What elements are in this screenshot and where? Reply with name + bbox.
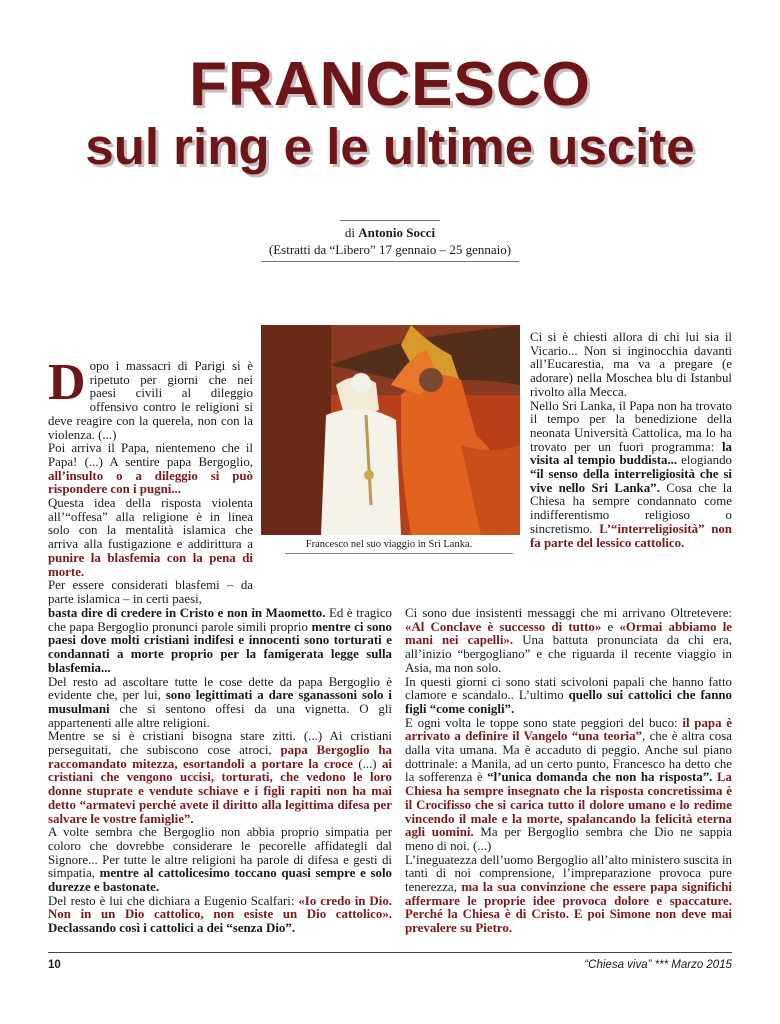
text: che si sentono offesi da una vignetta. O gli appartenenti alle altre religioni. — [48, 701, 392, 730]
text: Cosa che la Chiesa ha sempre condannato come indifferentismo religioso o sincretismo. — [530, 480, 732, 536]
paragraph — [48, 442, 253, 497]
bold-text: “l’unica domanda che non ha risposta”. — [487, 770, 713, 785]
text: Nello Sri Lanka, il Papa non ha trovato il tempo per la benedizione della neonata Università Cattolica, ma lo ha trovato per un fuori programma: — [530, 398, 732, 454]
text: Questa idea della risposta violenta all’“offesa” alla religione è in linea solo con la mentalità islamica che arriva alla fustigazione e addirittura a — [48, 496, 253, 552]
left-column-bottom — [48, 607, 392, 936]
text: elogiando — [677, 453, 732, 468]
byline-rule-top — [340, 220, 440, 221]
paragraph — [405, 854, 732, 936]
text: Ma per Bergoglio sembra che Dio ne sappia meno di noi. (...) — [405, 825, 732, 853]
text: Ci si è chiesti allora di chi lui sia il Vicario... Non si inginocchia davanti all’Eucarestia, ma va a pregare (e adorare) nella Moschea blu di Istanbul rivolto alla Mecca. — [530, 330, 732, 399]
bold-text: Declassando così i cattolici a dei “senza Dio”. — [48, 921, 296, 936]
text: , che è altra cosa dalla vita umana. Ma è accaduto di peggio. Anche sul piano dottrinale: a Manila, ad un certo punto, Francesco ha detto che la sofferenza è — [405, 729, 732, 785]
byline — [260, 220, 520, 262]
highlight-text: ai cristiani che vengono uccisi, torturati, che vedono le loro donne stuprate e vendute schiave e i figli rapiti non ha mai detto “armatevi perché avete il diritto alla legittima difesa per salvare le vostre famiglie”. — [48, 756, 393, 826]
text: A volte sembra che Bergoglio non abbia proprio simpatia per coloro che dovrebbe considerare le pecorelle affidategli dal Signore... Per tutte le altre religioni ha parole di difesa e gesti di simpatia, — [48, 825, 392, 881]
highlight-text: «Ormai abbiamo le mani nei capelli». — [405, 619, 733, 648]
paragraph — [48, 607, 392, 676]
paragraph — [48, 497, 253, 579]
bold-text: mentre ci sono paesi dove molti cristiani indifesi e innocenti sono torturati e condannati a morte proprio per la famigerata legge sulla blasfemia... — [48, 619, 392, 675]
source-line: (Estratti da “Libero” 17 gennaio – 25 gennaio) — [268, 242, 512, 257]
author-name: Antonio Socci — [358, 225, 436, 240]
paragraph — [405, 717, 732, 854]
article-photo — [261, 325, 520, 535]
paragraph — [530, 331, 732, 400]
highlight-text: «Io credo in Dio. Non in un Dio cattolico, non esiste un Dio cattolico». — [48, 893, 392, 922]
text: Del resto è lui che dichiara a Eugenio Scalfari: — [48, 893, 299, 908]
bold-text: quello sui cattolici che fanno figli “come conigli”. — [405, 688, 732, 716]
text: Del resto ad ascoltare tutte le cose dette da papa Bergoglio è evidente che, per lui, — [48, 674, 392, 703]
author-line — [260, 224, 520, 241]
paragraph — [48, 826, 392, 895]
paragraph — [48, 730, 392, 826]
bold-text: sono legittimati a dare sganassoni solo i musulmani — [48, 688, 392, 716]
paragraph — [48, 676, 392, 731]
text: Poi arriva il Papa, nientemeno che il Papa! (...) A sentire papa Bergoglio, — [48, 441, 253, 469]
caption-rule — [285, 553, 513, 554]
highlight-text: papa Bergoglio ha raccomandato mitezza, esortandoli a portare la croce — [48, 743, 392, 771]
page-number: 10 — [48, 959, 61, 971]
bold-text: basta dire di credere in Cristo e non in Maometto. — [48, 606, 326, 620]
footer-rule — [48, 952, 732, 953]
highlight-text: «Al Conclave è successo di tutto» — [405, 619, 602, 634]
pope-sri-lanka-photo — [261, 325, 520, 535]
paragraph — [48, 354, 253, 442]
paragraph — [48, 895, 392, 936]
bold-text: “il senso della interreligiosità che si vive nello Sri Lanka”. — [530, 467, 732, 495]
highlight-text: La Chiesa ha sempre insegnato che la risposta concretissima è il Crocifisso che si carica tutto il dolore umano e lo redime vincendo il male e la morte, spalancando la felicità eterna agli uomini. — [405, 770, 732, 840]
paragraph — [48, 579, 253, 606]
author-prefix: di — [344, 225, 359, 240]
text: Una battuta pronunciata da chi era, all’inizio “bergogliano” e che riguarda il recente viaggio in Asia, ma non solo. — [405, 633, 732, 675]
text: Ed è tragico che papa Bergoglio pronunci parole simili proprio — [48, 606, 392, 634]
text: In questi giorni ci sono stati scivoloni papali che hanno fatto clamore e scandalo.. L’ultimo — [405, 674, 732, 703]
paragraph — [530, 400, 732, 551]
text: Mentre se si è cristiani bisogna stare zitti. (...) Ai cristiani perseguitati, che subiscono cose atroci, — [48, 729, 392, 758]
text: Per essere considerati blasfemi – da parte islamica – in certi paesi, — [48, 578, 253, 606]
right-column-bottom — [405, 607, 732, 936]
article-title: FRANCESCO — [189, 50, 591, 119]
publication-info: “Chiesa viva” *** Marzo 2015 — [584, 959, 732, 971]
byline-rule-bottom — [261, 261, 519, 262]
text: (...) — [352, 756, 382, 771]
highlight-text: il papa è arrivato a definire il Vangelo “una teoria” — [405, 715, 732, 744]
bold-text: la visita al tempio buddista... — [530, 439, 732, 468]
article-subtitle: sul ring e le ultime uscite — [85, 118, 695, 175]
drop-cap: D — [48, 354, 86, 411]
text: L’ineguatezza dell’uomo Bergoglio all’alto ministero suscita in tanti di noi comprensione, l’impreparazione provoca pure tenerezza, — [405, 852, 732, 895]
text: e — [601, 619, 620, 634]
right-column-top — [530, 331, 732, 550]
paragraph — [405, 607, 732, 676]
bold-text: mentre al cattolicesimo toccano quasi sempre e solo durezze e bastonate. — [48, 866, 392, 895]
highlight-text: all’insulto o a dileggio si può rispondere con i pugni... — [48, 468, 253, 497]
text: opo i massacri di Parigi si è ripetuto per giorni che nei paesi civili al dileggio offensivo contro le religioni si deve reagire con la querela, non con la violenza. (...) — [48, 359, 253, 442]
paragraph — [405, 676, 732, 717]
text: Ci sono due insistenti messaggi che mi arrivano Oltretevere: — [405, 606, 732, 620]
left-column-top — [48, 354, 253, 607]
highlight-text: L’“interreligiosità” non fa parte del lessico cattolico. — [530, 521, 732, 550]
text: E ogni volta le toppe sono state peggiori del buco: — [405, 715, 683, 730]
highlight-text: punire la blasfemia con la pena di morte. — [48, 550, 253, 579]
photo-caption: Francesco nel suo viaggio in Sri Lanka. — [305, 539, 473, 550]
highlight-text: ma la sua convinzione che essere papa significhi affermare le proprie idee provoca dolore e spaccature. Perché la Chiesa è di Cristo. E poi Simone non deve mai prevalere su Pietro. — [405, 880, 732, 936]
